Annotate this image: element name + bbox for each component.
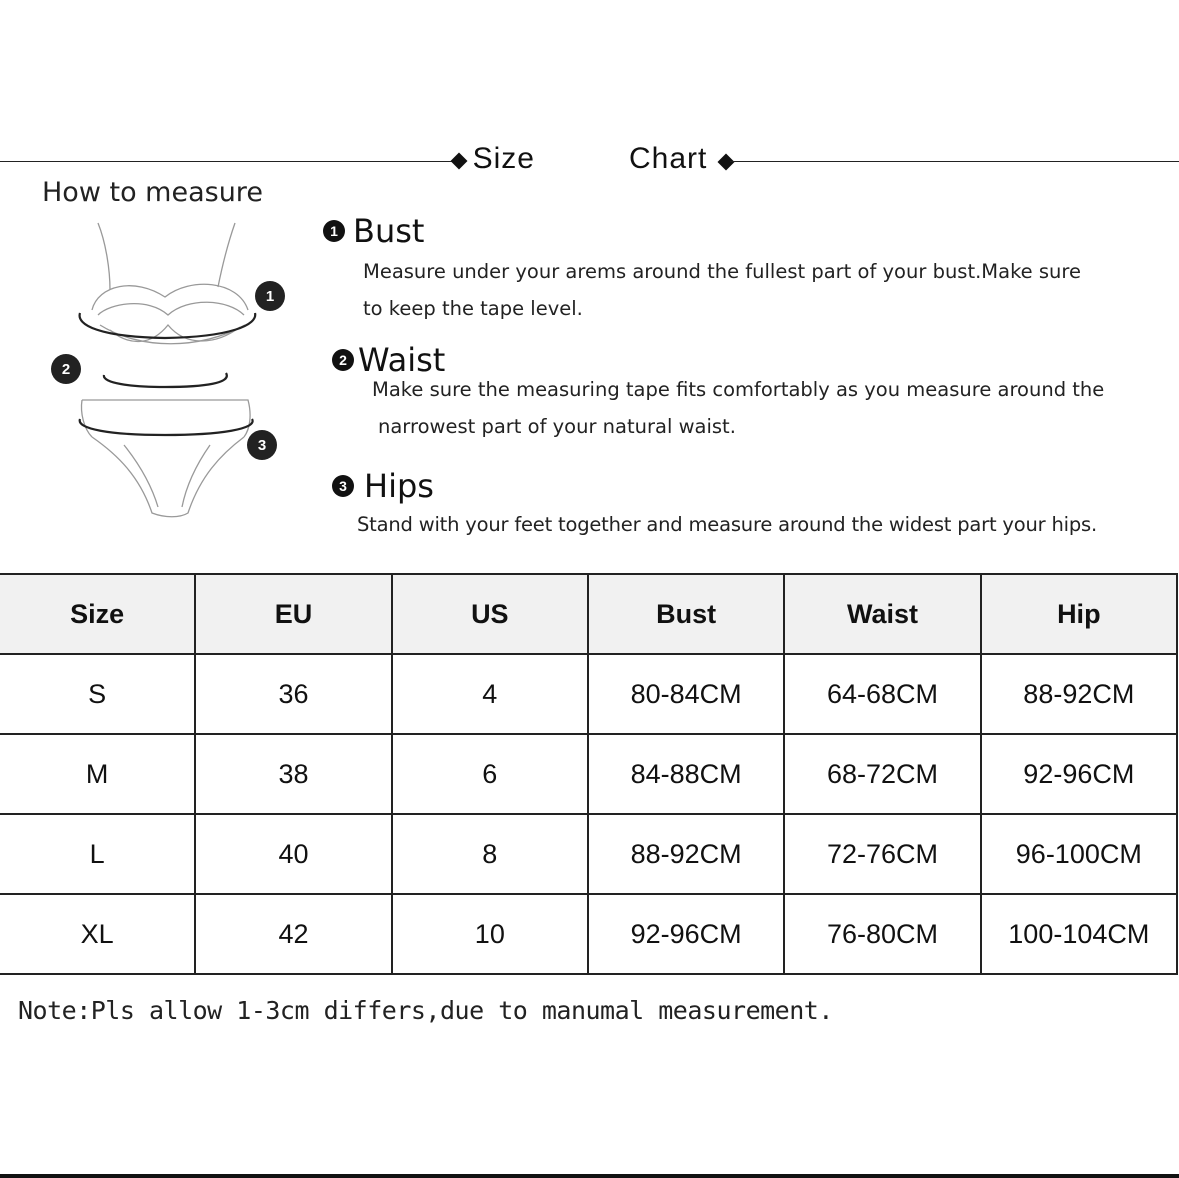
page-title: Size Chart: [472, 142, 708, 175]
table-cell: 80-84CM: [588, 654, 784, 734]
table-cell: 8: [392, 814, 588, 894]
table-row: [0, 894, 1177, 974]
measurement-note: Note:Pls allow 1-3cm differs,due to manumal measurement.: [18, 996, 833, 1025]
waist-desc-line1: Make sure the measuring tape fits comfortably as you measure around the: [372, 378, 1105, 401]
column-header: Bust: [588, 574, 784, 654]
table-cell: M: [0, 734, 195, 814]
hips-desc-line1: Stand with your feet together and measure around the widest part your hips.: [357, 513, 1097, 536]
hips-section: [332, 467, 1097, 543]
table-cell: 36: [195, 654, 391, 734]
table-cell: 96-100CM: [981, 814, 1177, 894]
column-header: Size: [0, 574, 195, 654]
table-cell: 4: [392, 654, 588, 734]
bust-heading: Bust: [353, 212, 425, 250]
table-cell: 68-72CM: [784, 734, 980, 814]
waist-number-icon: 2: [332, 349, 354, 371]
table-cell: 42: [195, 894, 391, 974]
table-cell: 76-80CM: [784, 894, 980, 974]
waist-heading: Waist: [358, 341, 446, 379]
hips-heading: Hips: [364, 467, 434, 505]
table-cell: 88-92CM: [981, 654, 1177, 734]
bust-number-icon: 1: [323, 220, 345, 242]
table-cell: 72-76CM: [784, 814, 980, 894]
marker-2-label: 2: [61, 361, 71, 378]
column-header: US: [392, 574, 588, 654]
table-cell: 38: [195, 734, 391, 814]
column-header: Waist: [784, 574, 980, 654]
table-cell: L: [0, 814, 195, 894]
table-cell: 40: [195, 814, 391, 894]
bottom-divider: [0, 1174, 1179, 1178]
table-cell: 6: [392, 734, 588, 814]
table-cell: XL: [0, 894, 195, 974]
column-header: Hip: [981, 574, 1177, 654]
waist-section: [332, 341, 1104, 445]
marker-3-label: 3: [257, 437, 267, 454]
waist-desc-line2: narrowest part of your natural waist.: [378, 415, 736, 438]
title-rule-left: [0, 161, 452, 162]
table-cell: S: [0, 654, 195, 734]
table-cell: 64-68CM: [784, 654, 980, 734]
table-cell: 92-96CM: [981, 734, 1177, 814]
table-row: [0, 654, 1177, 734]
bust-section: [323, 212, 1081, 327]
marker-1-label: 1: [265, 288, 275, 305]
bust-desc-line2: to keep the tape level.: [363, 297, 583, 320]
bikini-measure-illustration: [40, 215, 300, 525]
size-table: [0, 573, 1178, 975]
table-cell: 92-96CM: [588, 894, 784, 974]
table-cell: 100-104CM: [981, 894, 1177, 974]
hips-number-icon: 3: [332, 475, 354, 497]
table-cell: 10: [392, 894, 588, 974]
table-row: [0, 734, 1177, 814]
table-row: [0, 814, 1177, 894]
table-cell: 84-88CM: [588, 734, 784, 814]
table-cell: 88-92CM: [588, 814, 784, 894]
how-to-measure-label: How to measure: [42, 177, 263, 208]
table-header-row: [0, 574, 1177, 654]
bust-desc-line1: Measure under your arems around the fullest part of your bust.Make sure: [363, 260, 1081, 283]
title-rule-right: [730, 161, 1179, 162]
column-header: EU: [195, 574, 391, 654]
